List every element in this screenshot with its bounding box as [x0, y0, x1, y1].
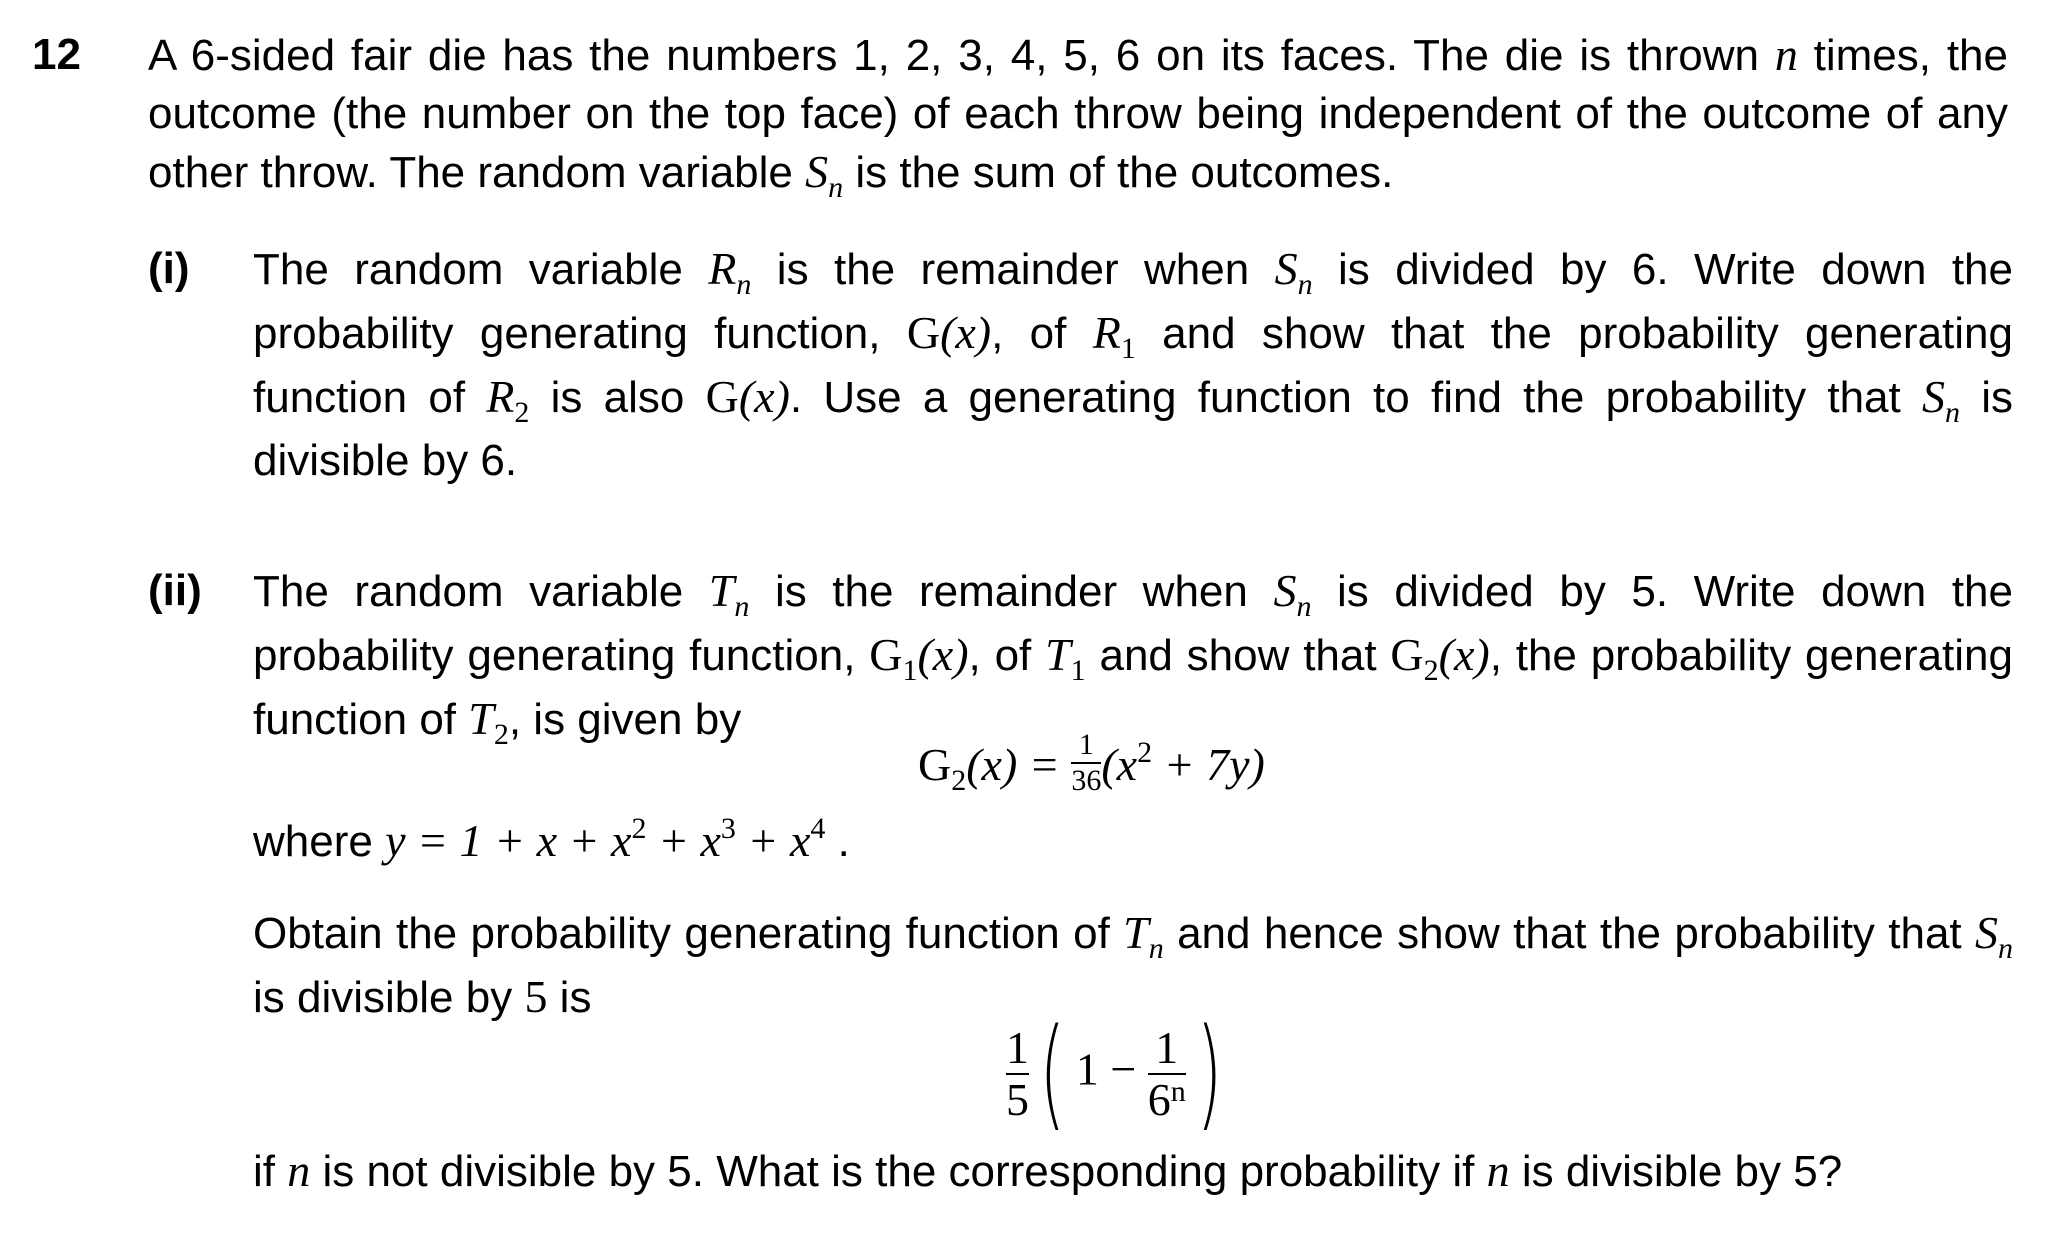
func-G: G [918, 739, 952, 790]
part-ii-text-1: The random variable [253, 567, 709, 616]
sub-n: n [1148, 932, 1164, 965]
part-ii-text-5: and show that [1085, 631, 1391, 680]
arg-x: (x) [917, 629, 969, 680]
probability-formula [1006, 1004, 1233, 1143]
part-i-label: (i) [148, 244, 190, 293]
var-T: T [708, 565, 735, 616]
fraction-numerator: 1 [1155, 1022, 1179, 1073]
sub-n: n [736, 268, 752, 301]
var-T: T [468, 693, 494, 744]
func-G: G [705, 371, 739, 422]
exp-n: n [1170, 1075, 1186, 1108]
y-term-x4: + x [735, 815, 811, 866]
var-S: S [805, 146, 829, 197]
part-ii-text-3: is divided by 5. Write down the probability generating function, [253, 567, 2013, 680]
sub-1: 1 [902, 654, 918, 687]
part-i-text-3: is divided by 6. Write down the probability generating function, [253, 245, 2014, 358]
sup-2: 2 [631, 812, 647, 845]
var-T: T [1123, 907, 1149, 958]
part-i-text-4: , of [991, 309, 1093, 358]
one-minus: 1 − [1075, 1043, 1148, 1095]
arg-x: (x) [1438, 629, 1490, 680]
part-ii-text-8: Obtain the probability generating function of [253, 909, 1124, 958]
part-i-text-6: is also [529, 373, 706, 422]
where-text: where [253, 817, 386, 866]
sub-n: n [1297, 268, 1313, 301]
var-S: S [1921, 371, 1945, 422]
intro-text-1: A 6-sided fair die has the numbers 1, 2, 3, 4, 5, 6 on its faces. The die is thrown [148, 31, 1775, 80]
left-paren: ( [1039, 1004, 1066, 1143]
arg-x: (x) = [966, 739, 1072, 790]
func-G: G [906, 307, 941, 358]
part-i-text-2: is the remainder when [751, 245, 1275, 294]
var-S: S [1975, 907, 1998, 958]
part-ii-text-4: , of [968, 631, 1046, 680]
part-ii-text-2: is the remainder when [749, 567, 1274, 616]
question-number: 12 [32, 30, 81, 79]
where-clause [253, 812, 850, 876]
arg-x: (x) [940, 307, 992, 358]
part-i-text-5: and show that the probability generating function of [253, 309, 2013, 422]
number-five: 5 [524, 971, 548, 1022]
fraction-denominator [1147, 1074, 1186, 1125]
var-n: n [1486, 1145, 1510, 1196]
part-ii-label: (ii) [148, 566, 202, 615]
fraction-numerator: 1 [1006, 1022, 1029, 1073]
where-end: . [825, 817, 850, 866]
var-n: n [287, 1145, 311, 1196]
fraction-1-6n [1147, 1022, 1186, 1125]
arg-x: (x) [738, 371, 790, 422]
part-i-text-7: . Use a generating function to find the probability that [789, 373, 1922, 422]
fraction-denominator: 5 [1006, 1074, 1029, 1125]
part-i-text [253, 240, 2013, 490]
sub-n: n [1998, 932, 2013, 965]
sup-3: 3 [720, 812, 736, 845]
fraction-1-36 [1071, 730, 1101, 796]
sub-n: n [734, 590, 750, 623]
sub-1: 1 [1070, 654, 1086, 687]
right-paren: ) [1196, 1004, 1223, 1143]
sub-2: 2 [1423, 654, 1439, 687]
fraction-denominator: 36 [1071, 764, 1102, 798]
var-T: T [1045, 629, 1071, 680]
sub-n: n [828, 171, 844, 204]
fraction-numerator: 1 [1078, 728, 1094, 762]
sub-2: 2 [493, 718, 509, 751]
sub-n: n [1296, 590, 1312, 623]
intro-text-3: is the sum of the outcomes. [843, 148, 1394, 197]
func-G: G [869, 629, 903, 680]
part-ii-text-6: , the probability generating function of [253, 631, 2014, 744]
var-n: n [1774, 29, 1798, 80]
part-ii-text [253, 562, 2013, 754]
part-ii-text-10: is divisible by [253, 973, 525, 1022]
sub-n: n [1944, 396, 1960, 429]
intro-text-2: times, the outcome (the number on the top face) of each throw being independent of the outcome of any other throw. The random variable [148, 31, 2009, 197]
y-term-x3: + x [646, 815, 721, 866]
sup-4: 4 [810, 812, 826, 845]
sub-2: 2 [951, 764, 967, 797]
part-ii-text-9: and hence show that the probability that [1163, 909, 1975, 958]
part-ii-text-11: is [547, 973, 592, 1022]
part-ii-obtain-text [253, 904, 2013, 1027]
g2-formula [918, 728, 1265, 802]
final-text-1: if [253, 1147, 288, 1196]
question-intro [148, 26, 2008, 207]
base-6: 6 [1147, 1074, 1171, 1125]
fraction-1-5 [1006, 1022, 1029, 1125]
var-S: S [1274, 243, 1298, 294]
sup-2: 2 [1137, 736, 1153, 769]
final-text-2: is not divisible by 5. What is the corresponding probability if [310, 1147, 1487, 1196]
part-ii-text-7: , is given by [508, 695, 742, 744]
formula-rhs-open: (x [1101, 739, 1138, 790]
func-G: G [1390, 629, 1424, 680]
y-definition: y = 1 + x + x [385, 815, 632, 866]
part-i-text-1: The random variable [253, 245, 709, 294]
final-text-3: is divisible by 5? [1509, 1147, 1843, 1196]
var-R: R [1092, 307, 1121, 358]
var-S: S [1273, 565, 1297, 616]
formula-rhs-close: + 7y) [1152, 739, 1265, 790]
var-R: R [486, 371, 515, 422]
sub-2: 2 [514, 396, 530, 429]
part-i-text-8: is divisible by 6. [253, 373, 2013, 485]
sub-1: 1 [1120, 332, 1136, 365]
final-question-line [253, 1142, 1842, 1201]
var-R: R [708, 243, 737, 294]
